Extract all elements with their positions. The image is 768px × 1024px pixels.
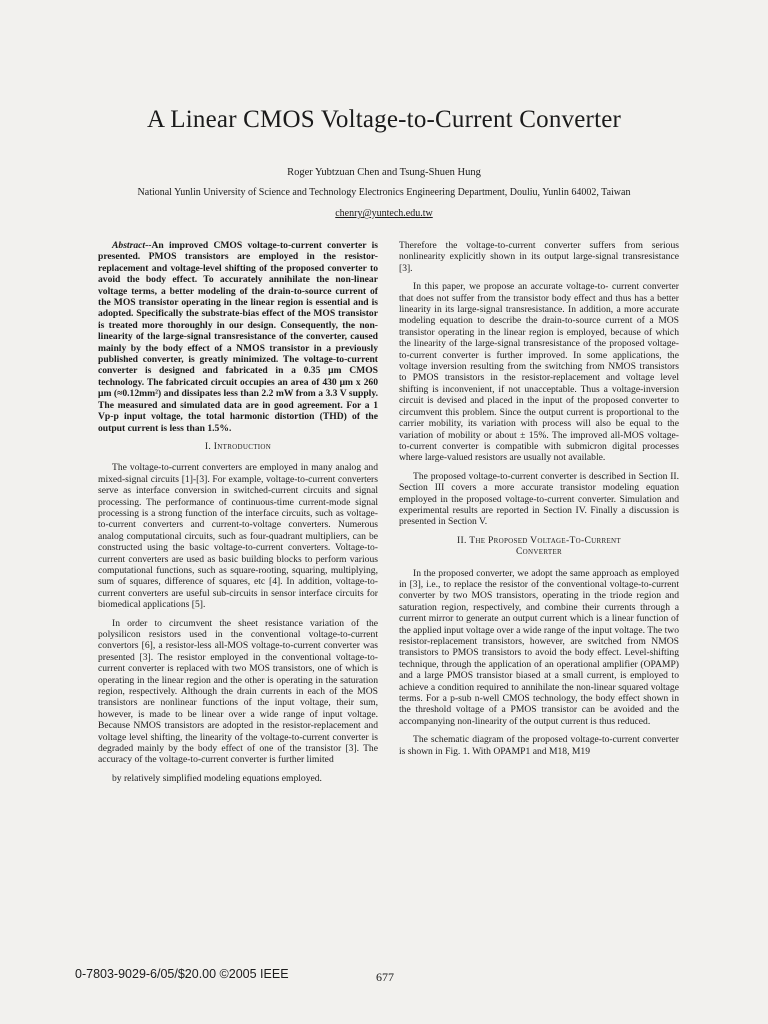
page-number: 677 — [376, 970, 394, 984]
abstract-text: --An improved CMOS voltage-to-current converter is presented. PMOS transistors are employed in the resistor-replacement and voltage-level shifting of the proposed converter to avoid the body effect. To accurately annihilate the non-linear voltage terms, a better modeling of the drain-to-source current of the MOS transistor operating in the linear region is essential and is adopted. Specifically the substrate-bias effect of the MOS transistor is treated more thoroughly in our design. Consequently, the non-linearity of the large-signal transresistance of the converter, caused mainly by the body effect of a NMOS transistor in a previously published converter, is greatly minimized. The voltage-to-current converter is designed and fabricated in a 0.35 μm CMOS technology. The fabricated circuit occupies an area of 430 μm x 260 μm (≈0.12mm²) and dissipates less than 2.2 mW from a 3.3 V supply. The measured and simulated data are in good agreement. For a 1 Vp-p input voltage, the total harmonic distortion (THD) of the output current is less than 1.5%. — [98, 240, 378, 434]
section-heading-line-2: Converter — [515, 546, 562, 558]
author-affiliation: National Yunlin University of Science and Technology Electronics Engineering Department, Douliu, Yunlin 64002, Taiwan — [137, 187, 631, 198]
intro-paragraph-2: In order to circumvent the sheet resistance variation of the polysilicon resistors used in the conventional voltage-to-current convertors [6], a resistor-less all-MOS voltage-to-current converter was presented [3]. The resistor employed in the conventional voltage-to-current converter is replaced with two MOS transistors, one of which is operating in the linear region and the other is operating in the saturation region, respectively. Although the drain currents in each of the MOS transistors are nonlinear functions of the input voltage, their sum, however, is made to be linear over a wide range of input voltage. Because NMOS transistors are adopted in the resistor-replacement and voltage level shifting, the linearity of the voltage-to-current converter is degraded mainly by the body effect of one of the transistor [3]. The accuracy of the voltage-to-current converter is further limited — [98, 617, 378, 766]
abstract-label: Abstract — [112, 240, 146, 251]
right-paragraph-4: In the proposed converter, we adopt the same approach as employed in [3], i.e., to replace the resistor of the conventional voltage-to-current converter by two MOS transistors, operating in the triode region and saturation region, respectively, and combine their currents through a current mirror to generate an output current which is a linear function of the applied input voltage over a wide range of the input voltage. The two resistor-replacement transistors, however, are switched from NMOS transistors to PMOS transistors to avoid the body effect. Level-shifting technique, through the application of an operational amplifier (OPAMP) and a large PMOS transistor biased at a small current, is employed to achieve a condition required to annihilate the non-linear squared voltage terms. For a p-sub n-well CMOS technology, the body effect shown in the threshold voltage of a PMOS transistor can be avoided and the accompanying non-linearity of the output current is thus reduced. — [399, 567, 679, 727]
section-heading-proposed-converter — [399, 535, 679, 558]
right-paragraph-2: In this paper, we propose an accurate voltage-to- current converter that does not suffer from the transistor body effect and thus has a better linearity in its large-signal transresistance. In addition, a more accurate modeling equation to describe the drain-to-source current of a MOS transistor operating in the linear region is employed, because of which the linearity of the large-signal transresistance of the proposed voltage-to-current converter is further improved. In some applications, the voltage inversion resulting from the switching from NMOS transistors to PMOS transistors in the resistor-replacement and voltage level shifting is inconvenient, if not unacceptable. Thus a voltage-inversion circuit is devised and placed in the input of the proposed converter to circumvent this problem. Since the output current is proportional to the carrier mobility, its variation with process will also be equal to the variation of mobility or about ± 15%. The improved all-MOS voltage-to-current converter is compatible with submicron digital processes where large-valued resistors are usually not available. — [399, 281, 679, 464]
intro-paragraph-1: The voltage-to-current converters are employed in many analog and mixed-signal circuits [1]-[3]. For example, voltage-to-current converters serve as interface conversion in switched-current circuits and signal processing. The performance of continuous-time current-mode signal processing is a strong function of the interface circuits, such as voltage-to-current converters and current-to-voltage converters. Numerous analog computational circuits, such as four-quadrant multipliers, can be constructed using the basic voltage-to-current converters. Voltage-to-current converters are used as basic building blocks to perform various computational functions, such as square-rooting, squaring, multiplying, sum of squares, difference of squares, etc [4]. In addition, voltage-to-current converters are useful sub-circuits in sensor interface circuits for biomedical applications [5]. — [98, 462, 378, 611]
copyright-footer: 0-7803-9029-6/05/$20.00 ©2005 IEEE — [75, 967, 289, 981]
author-names: Roger Yubtzuan Chen and Tsung-Shuen Hung — [287, 167, 481, 178]
section-heading-line-1: II. The Proposed Voltage-To-Current — [457, 534, 621, 546]
right-paragraph-3: The proposed voltage-to-current converter is described in Section II. Section III covers a more accurate transistor modeling equation employed in the proposed voltage-to-current converter. Simulation and experimental results are reported in Section IV. Finally a discussion is presented in Section V. — [399, 470, 679, 528]
right-paragraph-1: Therefore the voltage-to-current converter suffers from serious nonlinearity explicitly shown in its output large-signal transresistance [3]. — [399, 240, 679, 274]
paper-title: A Linear CMOS Voltage-to-Current Converter — [146, 106, 622, 133]
left-column — [98, 240, 378, 791]
abstract-paragraph — [98, 240, 378, 434]
intro-paragraph-3: by relatively simplified modeling equations employed. — [112, 772, 322, 784]
right-paragraph-5: The schematic diagram of the proposed voltage-to-current converter is shown in Fig. 1. With OPAMP1 and M18, M19 — [399, 734, 679, 757]
author-email-link[interactable]: chenry@yuntech.edu.tw — [335, 208, 433, 219]
section-heading-introduction: I. Introduction — [204, 440, 272, 452]
right-column — [399, 240, 679, 764]
